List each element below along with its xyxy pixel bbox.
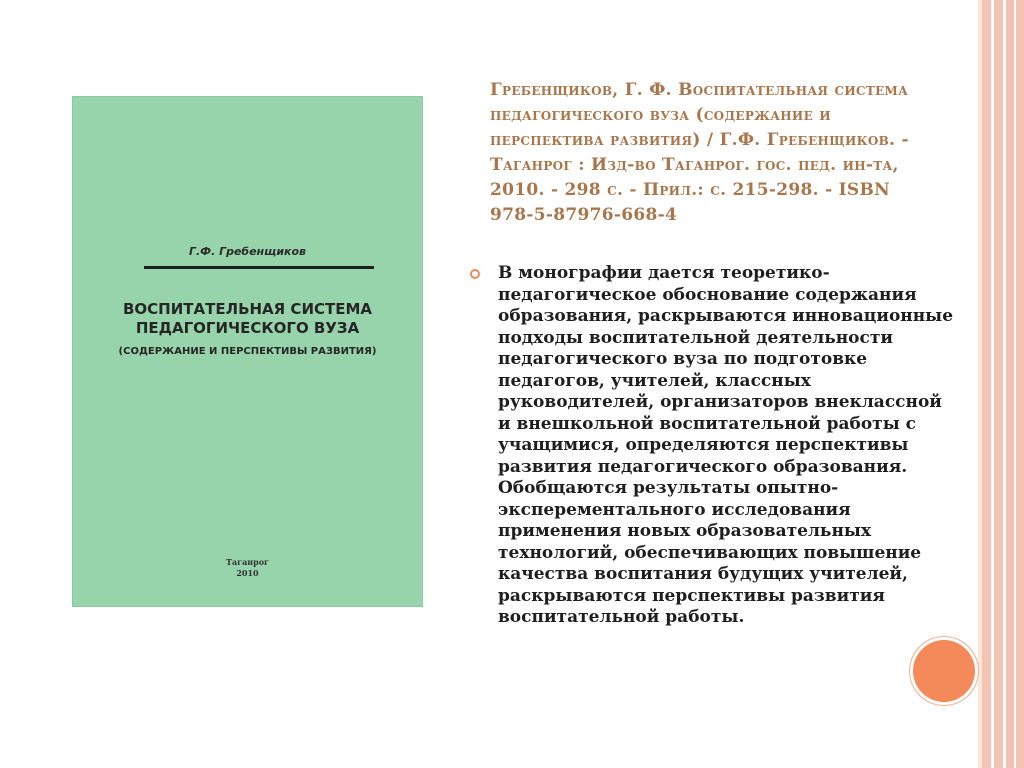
bibliographic-citation: Гребенщиков, Г. Ф. Воспитательная система педагогического вуза (содержание и перспектива развития) / Г.Ф. Гребенщиков. - Таганрог : Изд-во Таганрог. гос. пед. ин-та, 2010. - 298 с. - Прил.: с. 215-298. - ISBN 978-5-87976-668-4 xyxy=(490,80,909,225)
book-cover-city: Таганрог xyxy=(226,557,269,567)
book-cover-rule xyxy=(144,266,374,269)
annotation-list-item xyxy=(470,263,960,629)
book-cover-title-line: ПЕДАГОГИЧЕСКОГО ВУЗА xyxy=(135,319,360,337)
slide-frame-right xyxy=(982,0,1024,768)
frame-stripe xyxy=(1003,0,1006,768)
book-cover-title xyxy=(72,300,423,338)
book-cover-title-line: ВОСПИТАТЕЛЬНАЯ СИСТЕМА xyxy=(122,300,373,318)
decorative-circle xyxy=(913,640,975,702)
book-cover-subtitle: (СОДЕРЖАНИЕ И ПЕРСПЕКТИВЫ РАЗВИТИЯ) xyxy=(118,346,377,357)
annotation-text: В монографии дается теоретико-педагогическое обоснование содержания образования, раскрываются инновационные подходы воспитательной деятельности педагогического вуза по подготовке педагогов, учителей, классных руководителей, организаторов внеклассной и внешкольной воспитательной работы с учащимися, определяются перспективы развития педагогического образования. Обобщаются результаты опытно-эксперементального исследования применения новых образовательных технологий, обеспечивающих повышение качества воспитания будущих учителей, раскрываются перспективы развития воспитательной работы. xyxy=(498,263,954,627)
frame-stripe xyxy=(991,0,994,768)
book-cover-imprint xyxy=(72,557,423,579)
frame-stripe xyxy=(1014,0,1016,768)
book-cover-author: Г.Ф. Гребенщиков xyxy=(188,245,307,258)
book-cover-image xyxy=(72,96,423,607)
book-cover-year: 2010 xyxy=(236,568,259,578)
bullet-icon xyxy=(470,269,480,279)
